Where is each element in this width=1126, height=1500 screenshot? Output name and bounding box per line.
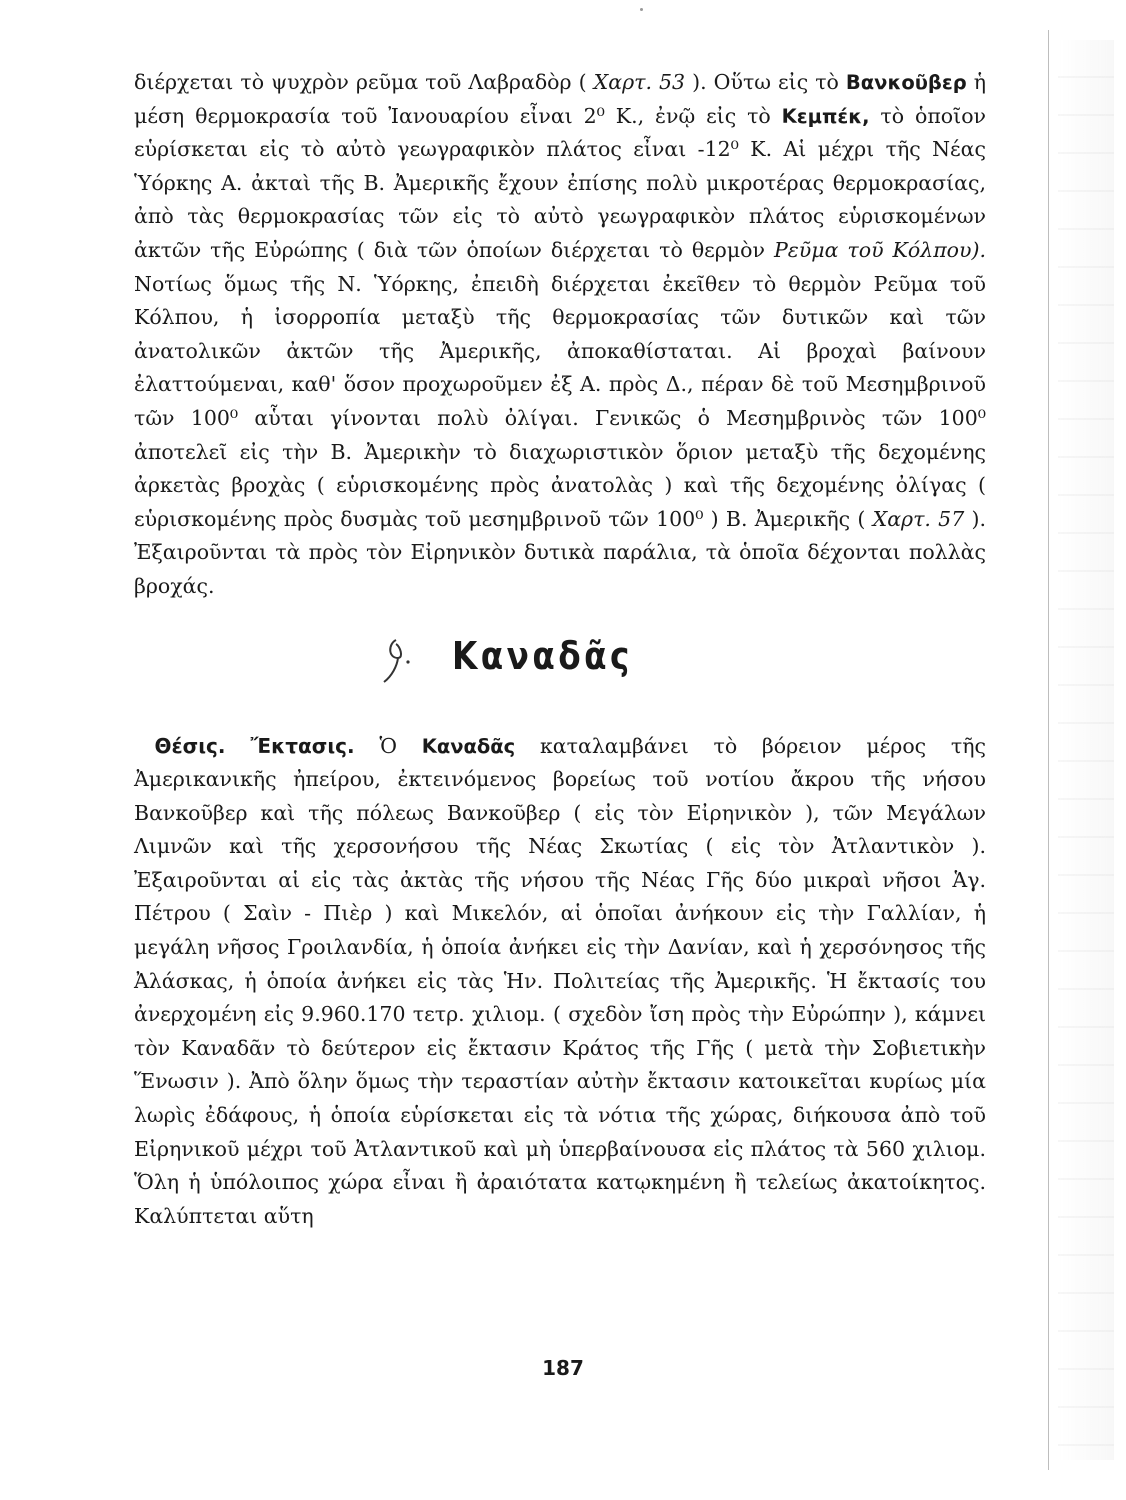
section-title: Καναδᾶς (452, 633, 633, 678)
text-run: ἡ μέση θερμοκρασία τοῦ Ἰανουαρίου εἶναι 2⁰ Κ., ἐνῷ εἰς τὸ (134, 70, 986, 128)
text-run: ). Ἐξαιροῦνται τὰ πρὸς τὸν Εἰρηνικὸν δυτικὰ παράλια, τὰ ὁποῖα δέχονται πολλὰς βροχάς. (134, 506, 987, 598)
handwritten-section-number-icon (370, 632, 434, 692)
page-edge-line (1048, 30, 1049, 1470)
paragraph-climate (134, 66, 986, 604)
scan-speck (640, 8, 643, 11)
italic-term-gulf-stream: Ρεῦμα τοῦ Κόλπου). (773, 237, 986, 262)
bold-term-canada: Καναδᾶς (421, 734, 516, 758)
text-run: Ὁ (354, 733, 422, 758)
text-run: ). Οὕτω εἰς τὸ (685, 70, 846, 94)
section-label: Θέσις. Ἔκτασις. (154, 733, 355, 758)
text-run: διέρχεται τὸ ψυχρὸν ρεῦμα τοῦ Λαβραδὸρ ( (134, 70, 594, 94)
page-number: 187 (542, 1356, 584, 1380)
bold-term-vancouver: Βανκοῦβερ (845, 71, 967, 94)
bold-term-quebec: Κεμπέκ, (781, 104, 870, 128)
facing-page-bleed (1058, 40, 1114, 1460)
map-reference: Χαρτ. 53 (593, 70, 686, 94)
text-run: καταλαμβάνει τὸ βόρειον μέρος τῆς Ἀμερικανικῆς ἠπείρου, ἐκτεινόμενος βορείως τοῦ νοτίου ἄκρου τῆς νήσου Βανκοῦβερ καὶ τῆς πόλεως Βανκοῦβερ ( εἰς τὸν Εἰρηνικὸν ), τῶν Μεγάλων Λιμνῶν καὶ τῆς χερσονήσου τῆς Νέας Σκωτίας ( εἰς τὸν Ἀτλαντικὸν ). Ἐξαιροῦνται αἱ εἰς τὰς ἀκτὰς τῆς νήσου τῆς Νέας Γῆς δύο μικραὶ νῆσοι Ἁγ. Πέτρου ( Σαὶν - Πιὲρ ) καὶ Μικελόν, αἱ ὁποῖαι ἀνήκουν εἰς τὴν Γαλλίαν, ἡ μεγάλη νῆσος Γροιλανδία, ἡ ὁποία ἀνήκει εἰς τὴν Δανίαν, καὶ ἡ χερσόνησος τῆς Ἀλάσκας, ἡ ὁποία ἀνήκει εἰς τὰς Ἡν. Πολιτείας τῆς Ἀμερικῆς. Ἡ ἔκτασίς του ἀνερχομένη εἰς 9.960.170 τετρ. χιλιομ. ( σχεδὸν ἴση πρὸς τὴν Εὐρώπην ), κάμνει τὸν Καναδᾶν τὸ δεύτερον εἰς ἔκτασιν Κράτος τῆς Γῆς ( μετὰ τὴν Σοβιετικὴν Ἕνωσιν ). Ἀπὸ ὅλην ὅμως τὴν τεραστίαν αὐτὴν ἔκτασιν κατοικεῖται κυρίως μία λωρὶς ἐδάφους, ἡ ὁποία εὑρίσκεται εἰς τὰ νότια τῆς χώρας, διήκουσα ἀπὸ τοῦ Εἰρηνικοῦ μέχρι τοῦ Ἀτλαντικοῦ καὶ μὴ ὑπερβαίνουσα εἰς πλάτος τὰ 560 χιλιομ. Ὅλη ἡ ὑπόλοιπος χώρα εἶναι ἢ ἀραιότατα κατῳκημένη ἢ τελείως ἀκατοίκητος. Καλύπτεται αὕτη (134, 733, 986, 1228)
map-reference: Χαρτ. 57 (872, 506, 965, 531)
section-heading (134, 622, 986, 730)
text-run: τὸ ὁποῖον εὑρίσκεται εἰς τὸ αὐτὸ γεωγραφικὸν πλάτος εἶναι -12⁰ Κ. Αἱ μέχρι τῆς Νέας Ὑόρκης Α. ἀκταὶ τῆς Β. Ἀμερικῆς ἔχουν ἐπίσης πολὺ μικροτέρας θερμοκρασίας, ἀπὸ τὰς θερμοκρασίας τῶν εἰς τὸ αὐτὸ γεωγραφικὸν πλάτος εὑρισκομένων ἀκτῶν τῆς Εὐρώπης ( διὰ τῶν ὁποίων διέρχεται τὸ θερμὸν (134, 103, 986, 262)
paragraph-canada (134, 730, 986, 1234)
page-content (134, 66, 986, 1233)
text-run: Νοτίως ὅμως τῆς Ν. Ὑόρκης, ἐπειδὴ διέρχεται ἐκεῖθεν τὸ θερμὸν Ρεῦμα τοῦ Κόλπου, ἡ ἰσορροπία μεταξὺ τῆς θερμοκρασίας τῶν δυτικῶν καὶ τῶν ἀνατολικῶν ἀκτῶν τῆς Ἀμερικῆς, ἀποκαθίσταται. Αἱ βροχαὶ βαίνουν ἐλαττούμεναι, καθ' ὅσον προχωροῦμεν ἐξ Α. πρὸς Δ., πέραν δὲ τοῦ Μεσημβρινοῦ τῶν 100⁰ αὗται γίνονται πολὺ ὀλίγαι. Γενικῶς ὁ Μεσημβρινὸς τῶν 100⁰ ἀποτελεῖ εἰς τὴν Β. Ἀμερικὴν τὸ διαχωριστικὸν ὅριον μεταξὺ τῆς δεχομένης ἀρκετὰς βροχὰς ( εὑρισκομένης πρὸς ἀνατολὰς ) καὶ τῆς δεχομένης ὀλίγας ( εὑρισκομένης πρὸς δυσμὰς τοῦ μεσημβρινοῦ τῶν 100⁰ ) Β. Ἀμερικῆς ( (134, 271, 986, 531)
